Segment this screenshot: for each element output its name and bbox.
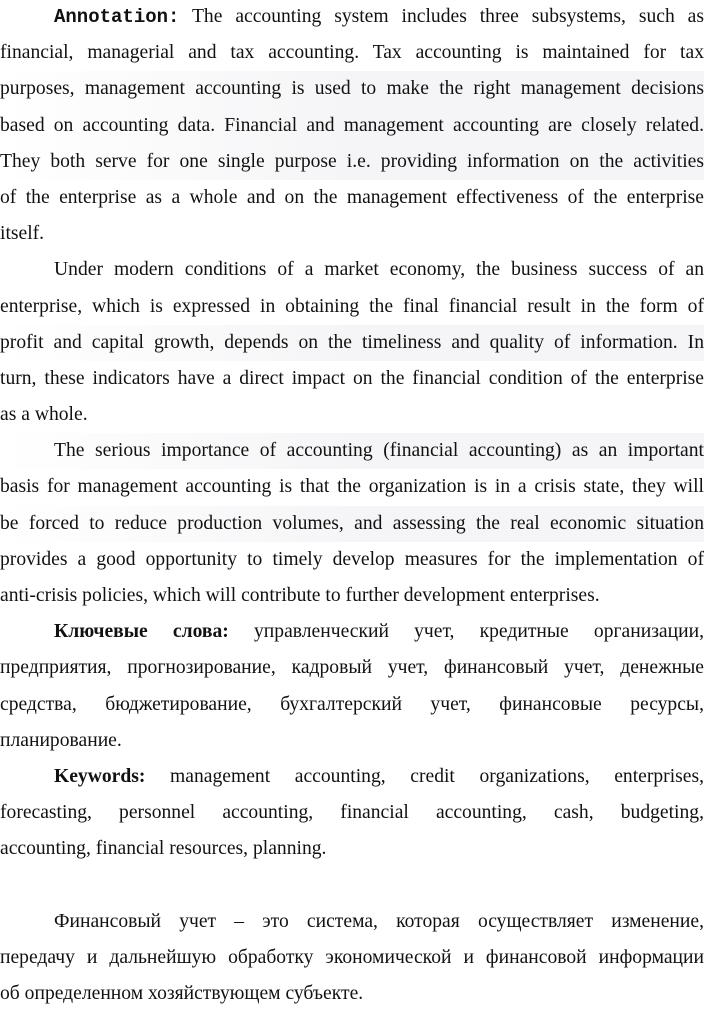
blank-line [0,868,704,904]
text-line: as a whole. [0,404,88,426]
text-line: itself. [0,223,45,245]
text-line: They both serve for one single purpose i.e. providing information on the activities [0,144,704,180]
text-line: turn, these indicators have a direct impact on the financial condition of the enterprise [0,367,704,389]
text-line: basis for management accounting is that the organization is in a crisis state, they will [0,476,704,498]
text-line: Keywords: management accounting, credit organizations, enterprises, [54,765,704,787]
text-line: Under modern conditions of a market economy, the business success of an [54,259,704,281]
keywords-en-label: Keywords: [54,765,146,787]
text-line: Annotation: The accounting system includes three subsystems, such as [54,6,704,28]
annotation-label: Annotation: [54,6,180,28]
text-line: be forced to reduce production volumes, and assessing the real economic situation [0,506,704,542]
text-line: of the enterprise as a whole and on the management effectiveness of the enterprise [0,186,704,208]
text-line: anti-crisis policies, which will contribute to further development enterprises. [0,585,600,606]
text-line: based on accounting data. Financial and management accounting are closely related. [0,108,704,144]
text-line: accounting, financial resources, planning. [0,838,327,860]
annotation-paragraph [0,0,704,252]
text-line: Финансовый учет – это система, которая осуществляет изменение, [54,910,704,932]
text-line: предприятия, прогнозирование, кадровый учет, финансовый учет, денежные [0,657,704,679]
body-paragraph [0,433,704,614]
text-line: средства, бюджетирование, бухгалтерский учет, финансовые ресурсы, [0,693,704,715]
text-line: enterprise, which is expressed in obtaining the final financial result in the form of [0,295,704,317]
text-line: планирование. [0,729,122,751]
text-line: forecasting, personnel accounting, financial accounting, cash, budgeting, [0,802,704,824]
keywords-ru-paragraph [0,614,704,759]
text-line: provides a good opportunity to timely develop measures for the implementation of [0,548,704,570]
body-paragraph [0,252,704,433]
text-line: Ключевые слова: управленческий учет, кредитные организации, [54,621,704,643]
text-line: об определенном хозяйствующем субъекте. [0,983,364,1005]
keywords-en-paragraph [0,759,704,868]
text-line: передачу и дальнейшую обработку экономической и финансовой информации [0,946,704,968]
text-line: financial, managerial and tax accounting. Tax accounting is maintained for tax [0,42,704,64]
text-line: The serious importance of accounting (financial accounting) as an important [0,433,704,469]
text-line: profit and capital growth, depends on the timeliness and quality of information. In [0,325,704,361]
body-ru-paragraph [0,904,704,1013]
text-line: purposes, management accounting is used to make the right management decisions [0,71,704,107]
keywords-ru-label: Ключевые слова: [54,621,229,643]
